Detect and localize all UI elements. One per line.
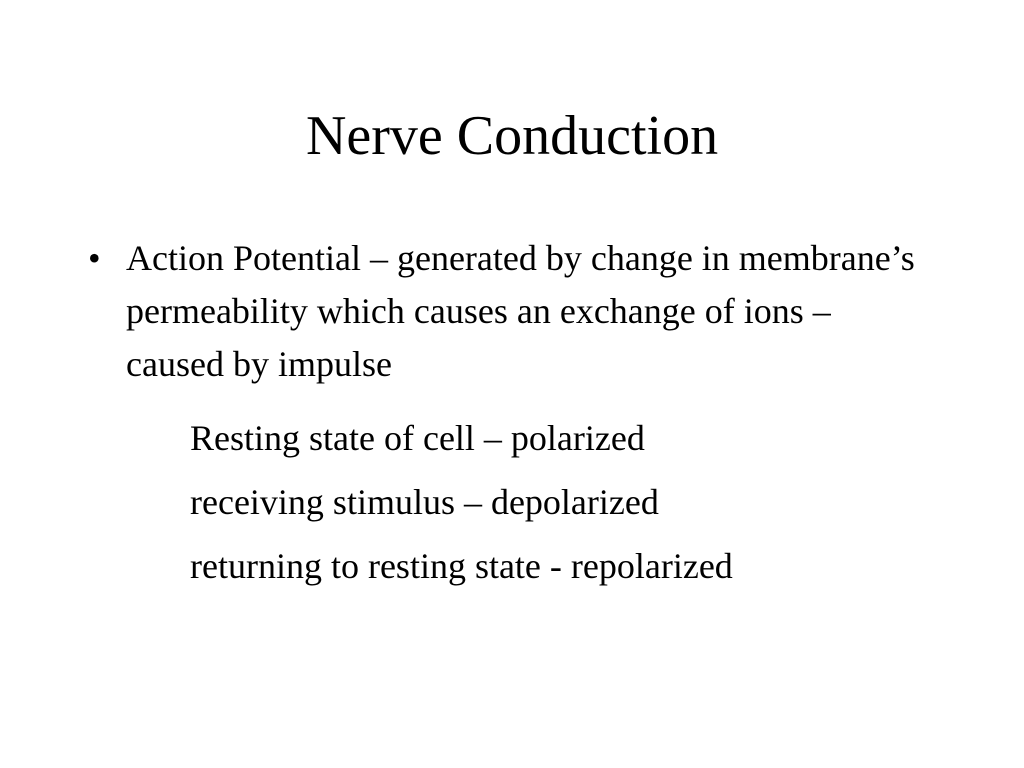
bullet-icon: • <box>88 238 101 278</box>
slide-title: Nerve Conduction <box>305 105 719 167</box>
bullet-item <box>88 232 918 391</box>
sub-line-resting: Resting state of cell – polarized <box>190 418 645 458</box>
bullet-text: Action Potential – generated by change in membrane’s permeability which causes an exchange of ions – caused by impulse <box>126 238 915 384</box>
sub-line-returning: returning to resting state - repolarized <box>190 546 733 586</box>
sub-line-receiving: receiving stimulus – depolarized <box>190 482 659 522</box>
sub-line-list <box>190 406 990 598</box>
